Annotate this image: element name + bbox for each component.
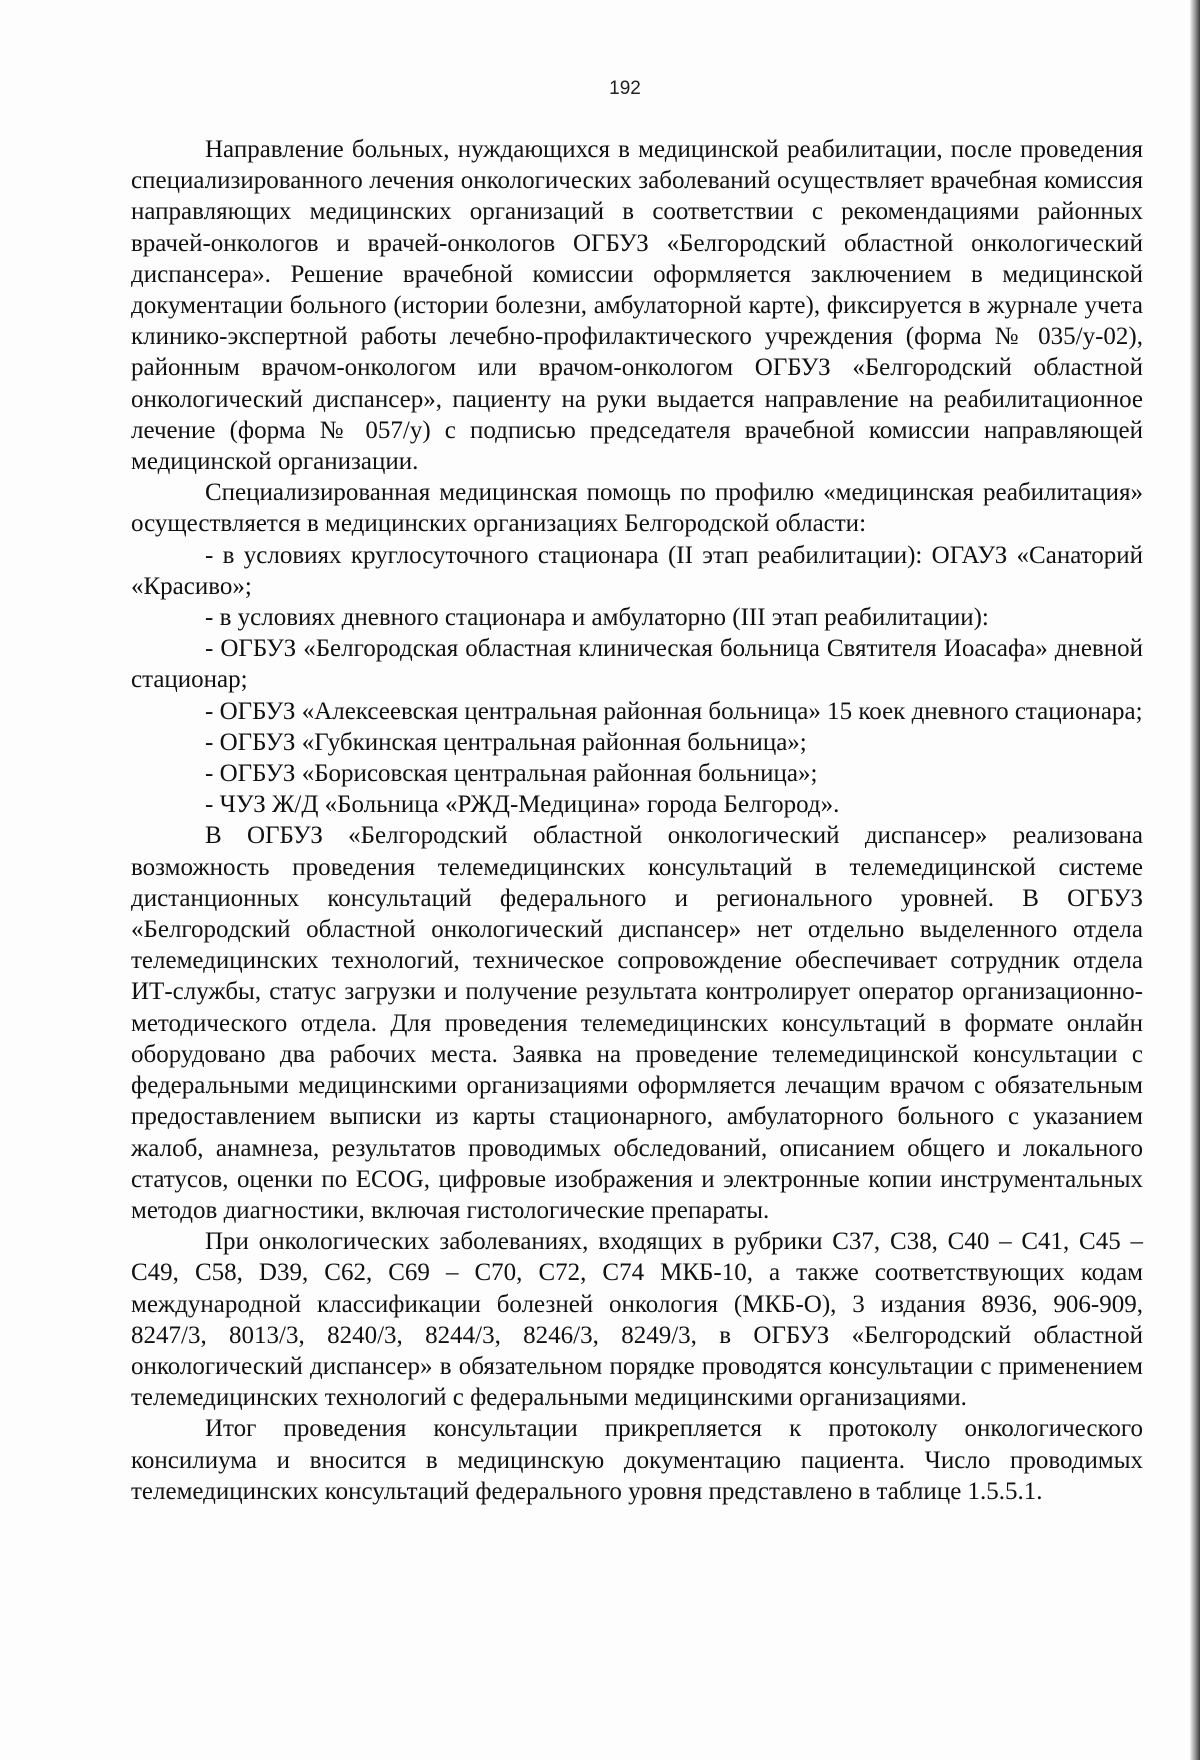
- paragraph-icd-codes: При онкологических заболеваниях, входящих в рубрики C37, C38, C40 – C41, C45 – C49, C58, D39, C62, C69 – C70, C72, C74 МКБ-10, а также соответствующих кодам международной классификации болезней онкология (МКБ-О), 3 издания 8936, 906-909, 8247/3, 8013/3, 8240/3, 8244/3, 8246/3, 8249/3, в ОГБУЗ «Белгородский областной онкологический диспансер» в обязательном порядке проводятся консультации с применением телемедицинских технологий с федеральными медицинскими организациями.: [131, 1228, 1143, 1412]
- list-item-ioasaf-hospital: - ОГБУЗ «Белгородская областная клиническая больница Святителя Иоасафа» дневной стационар;: [131, 635, 1143, 694]
- list-item-round-the-clock: - в условиях круглосуточного стационара (II этап реабилитации): ОГАУЗ «Санаторий «Красиво»;: [131, 541, 1143, 600]
- scan-edge-shadow: [1190, 0, 1200, 1760]
- paragraph-rehab-intro: Специализированная медицинская помощь по профилю «медицинская реабилитация» осуществляется в медицинских организациях Белгородской области:: [131, 479, 1143, 538]
- list-item-alekseevka-hospital: - ОГБУЗ «Алексеевская центральная районная больница» 15 коек дневного стационара;: [205, 697, 1143, 725]
- document-body: [131, 134, 1143, 1507]
- list-item-day-hospital: - в условиях дневного стационара и амбулаторно (III этап реабилитации):: [205, 604, 989, 632]
- page-number: 192: [609, 78, 641, 99]
- paragraph-telemedicine: В ОГБУЗ «Белгородский областной онкологический диспансер» реализована возможность проведения телемедицинских консультаций в телемедицинской системе дистанционных консультаций федерального и регионального уровней. В ОГБУЗ «Белгородский областной онкологический диспансер» нет отдельно выделенного отдела телемедицинских технологий, техническое сопровождение обеспечивает сотрудник отдела ИТ-службы, статус загрузки и получение результата контролирует оператор организационно-методического отдела. Для проведения телемедицинских консультаций в формате онлайн оборудовано два рабочих места. Заявка на проведение телемедицинской консультации с федеральными медицинскими организациями оформляется лечащим врачом с обязательным предоставлением выписки из карты стационарного, амбулаторного больного с указанием жалоб, анамнеза, результатов проводимых обследований, описанием общего и локального статусов, оценки по ECOG, цифровые изображения и электронные копии инструментальных методов диагностики, включая гистологические препараты.: [131, 822, 1143, 1224]
- list-item-borisovka-hospital: - ОГБУЗ «Борисовская центральная районная больница»;: [205, 760, 818, 788]
- paragraph-consultation-result: Итог проведения консультации прикрепляется к протоколу онкологического консилиума и вносится в медицинскую документацию пациента. Число проводимых телемедицинских консультаций федерального уровня представлено в таблице 1.5.5.1.: [131, 1415, 1143, 1505]
- list-item-gubkin-hospital: - ОГБУЗ «Губкинская центральная районная больница»;: [205, 728, 807, 756]
- list-item-rzd-hospital: - ЧУЗ Ж/Д «Больница «РЖД-Медицина» города Белгород».: [205, 791, 840, 819]
- paragraph-referral: Направление больных, нуждающихся в медицинской реабилитации, после проведения специализированного лечения онкологических заболеваний осуществляет врачебная комиссия направляющих медицинских организаций в соответствии с рекомендациями районных врачей-онкологов и врачей-онкологов ОГБУЗ «Белгородский областной онкологический диспансера». Решение врачебной комиссии оформляется заключением в медицинской документации больного (истории болезни, амбулаторной карте), фиксируется в журнале учета клинико-экспертной работы лечебно-профилактического учреждения (форма № 035/у-02), районным врачом-онкологом или врачом-онкологом ОГБУЗ «Белгородский областной онкологический диспансер», пациенту на руки выдается направление на реабилитационное лечение (форма № 057/у) с подписью председателя врачебной комиссии направляющей медицинской организации.: [131, 136, 1143, 476]
